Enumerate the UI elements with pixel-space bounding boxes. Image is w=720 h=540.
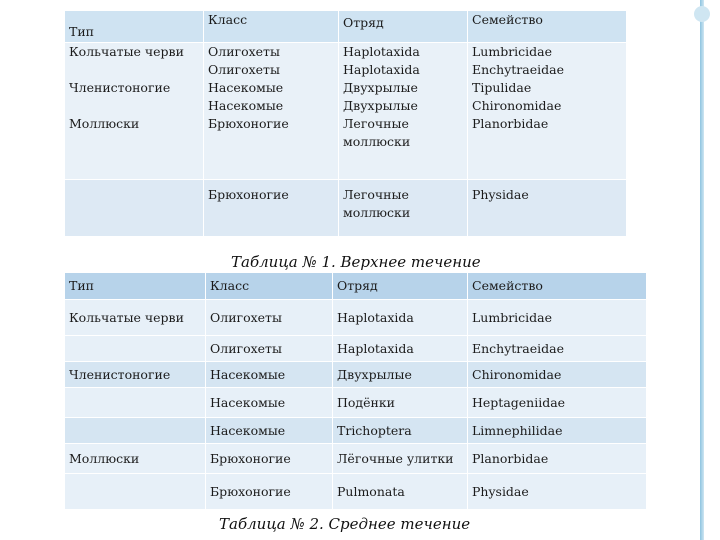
table1-class-5: Брюхоногие [208, 116, 289, 131]
table2-row3-type: Членистоногие [65, 362, 206, 388]
table2-row3-order: Двухрылые [333, 362, 468, 388]
table1-order-3: Двухрылые [343, 80, 418, 95]
table1-family-1: Lumbricidae [472, 44, 553, 59]
table1-header-type-cell [65, 11, 204, 43]
table2-header-class: Класс [206, 273, 333, 300]
table1-header-type: Тип [69, 24, 94, 39]
table-row [65, 300, 647, 336]
table2-row4-type [65, 388, 206, 418]
table-row [65, 444, 647, 474]
table-middle-course [64, 272, 647, 510]
table2-row2-family: Enchytraeidae [468, 336, 647, 362]
table1-family-5: Planorbidae [472, 116, 549, 131]
table1-header-order-cell [339, 11, 468, 43]
table1-header-family: Семейство [472, 12, 543, 27]
table2-header-type: Тип [65, 273, 206, 300]
table1-last-class: Брюхоногие [208, 187, 289, 202]
table1-class-4: Насекомые [208, 98, 284, 113]
table1-caption: Таблица № 1. Верхнее течение [231, 253, 481, 271]
table2-header-row [65, 273, 647, 300]
table1-families-cell [468, 43, 627, 180]
table2-row2-order: Haplotaxida [333, 336, 468, 362]
table2-row6-order: Лёгочные улитки [333, 444, 468, 474]
table2-header-order: Отряд [333, 273, 468, 300]
table1-classes-cell [204, 43, 339, 180]
table1-order-5: Легочные моллюски [343, 116, 411, 149]
table2-row2-type [65, 336, 206, 362]
table2-row1-class: Олигохеты [206, 300, 333, 336]
table2-row1-type: Кольчатые черви [65, 300, 206, 336]
table1-header-order: Отряд [343, 15, 384, 30]
table2-row7-order: Pulmonata [333, 474, 468, 510]
table2-row1-order: Haplotaxida [333, 300, 468, 336]
table1-class-3: Насекомые [208, 80, 284, 95]
table1-last-order: Легочные моллюски [343, 187, 411, 220]
table2-row5-family: Limnephilidae [468, 418, 647, 444]
table2-row5-type [65, 418, 206, 444]
table1-class-1: Олигохеты [208, 44, 280, 59]
table1-orders-cell [339, 43, 468, 180]
table2-row1-family: Lumbricidae [468, 300, 647, 336]
table1-family-3: Tipulidae [472, 80, 532, 95]
table1-last-family-cell [468, 180, 627, 237]
table1-class-2: Олигохеты [208, 62, 280, 77]
table1-family-4: Chironomidae [472, 98, 562, 113]
table-upper-course [64, 10, 627, 237]
table-row [65, 474, 647, 510]
table2-row6-type: Моллюски [65, 444, 206, 474]
table1-last-row [65, 180, 627, 237]
table2-row4-class: Насекомые [206, 388, 333, 418]
table1-order-4: Двухрылые [343, 98, 418, 113]
table1-last-order-cell [339, 180, 468, 237]
table-row [65, 388, 647, 418]
table-row [65, 336, 647, 362]
table2-row3-family: Chironomidae [468, 362, 647, 388]
table1-header-family-cell [468, 11, 627, 43]
table1-header-class-cell [204, 11, 339, 43]
table1-types-cell [65, 43, 204, 180]
table1-family-2: Enchytraeidae [472, 62, 564, 77]
table2-row7-family: Physidae [468, 474, 647, 510]
table-row [65, 418, 647, 444]
table2-row4-family: Heptageniidae [468, 388, 647, 418]
table2-row5-class: Насекомые [206, 418, 333, 444]
table1-order-2: Haplotaxida [343, 62, 420, 77]
table1-type-annelids: Кольчатые черви [69, 44, 184, 59]
table1-main-row [65, 43, 627, 180]
table1-order-1: Haplotaxida [343, 44, 420, 59]
table1-last-type-cell [65, 180, 204, 237]
slide-corner-decoration [694, 6, 710, 22]
table1-type-molluscs: Моллюски [69, 116, 140, 131]
table1-last-family: Physidae [472, 187, 529, 202]
table2-row2-class: Олигохеты [206, 336, 333, 362]
table2-row6-family: Planorbidae [468, 444, 647, 474]
table2-row7-type [65, 474, 206, 510]
slide-edge-decoration [700, 0, 704, 540]
table1-type-arthropods: Членистоногие [69, 80, 171, 95]
table1-header-class: Класс [208, 12, 248, 27]
table2-row3-class: Насекомые [206, 362, 333, 388]
table2-row4-order: Подёнки [333, 388, 468, 418]
table2-row7-class: Брюхоногие [206, 474, 333, 510]
table2-caption: Таблица № 2. Среднее течение [219, 515, 471, 533]
table1-header-row [65, 11, 627, 43]
table2-row6-class: Брюхоногие [206, 444, 333, 474]
table1-last-class-cell [204, 180, 339, 237]
table2-header-family: Семейство [468, 273, 647, 300]
table2-row5-order: Trichoptera [333, 418, 468, 444]
table-row [65, 362, 647, 388]
